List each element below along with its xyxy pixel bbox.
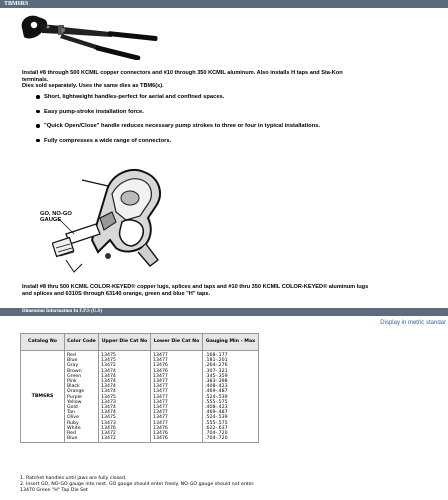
bullet-icon (36, 139, 40, 143)
go-no-go-gauge (52, 224, 100, 272)
die-gauge-illustration (52, 160, 202, 278)
feature-list (36, 94, 436, 152)
table-header-row (21, 334, 259, 351)
feature-item (36, 94, 436, 109)
intro-line-1: Install #8 through 500 KCMIL copper connectors and #10 through 350 KCMIL aluminum. Also installs H taps and Sta-Kon (22, 70, 343, 76)
bullet-icon (36, 95, 40, 99)
upper-die-cell: 13475 13475 13472 13474 13474 13474 13474 13474 13475 13473 13474 13474 13475 13473 13476 13472 13472 (99, 351, 151, 443)
note-line: 2. Insert GO, NO-GO gauge into nest. GO gauge should enter freely. NO-GO gauge should not enter. (20, 482, 255, 488)
feature-text: Easy pump-stroke installation force. (44, 108, 144, 115)
dimension-band (0, 308, 448, 316)
lower-grip (95, 45, 141, 60)
color-keyed-line-1: Install #8 thru 500 KCMIL COLOR-KEYED® copper lugs, splices and taps and #10 thru 350 KCMIL COLOR-KEYED® aluminum lugs (22, 284, 369, 290)
feature-item (36, 138, 436, 153)
tool-head (22, 16, 64, 39)
crimping-tool-illustration (18, 10, 168, 60)
column-header-gauging: Gauging Min - Max (203, 334, 259, 351)
note-line: 13470 Green "H" Tap Die Set (20, 488, 88, 494)
die-table (20, 333, 259, 443)
header-code: TBM6RS (4, 1, 29, 7)
column-header-catalog: Catalog No (21, 334, 65, 351)
gauge-label (40, 211, 72, 224)
lower-die-cell: 13477 13477 13476 13476 13477 13477 13477 13477 13477 13477 13477 13477 13477 13477 13476 13476 13476 (151, 351, 203, 443)
column-header-lower-die: Lower Die Cat No (151, 334, 203, 351)
dimension-band-title: Dimension Information In F.P.S (U.S) (22, 309, 103, 314)
catalog-cell: TBM6RS (21, 351, 65, 443)
gauging-cell: .168-.177 .181-.201 .264-.276 .307-.321 .345-.359 .383-.398 .408-.423 .469-.487 .524-.539 .555-.575 .408-.423 .469-.487 .524-.539 .555-.575 .622-.637 .704-.720 .704-.720 (203, 351, 259, 443)
column-header-color: Color Code (65, 334, 99, 351)
bullet-icon (36, 110, 40, 114)
note-line: 1. Ratchet handles until jaws are fully closed. (20, 476, 127, 481)
color-keyed-line-2: and splices and 6310S through 63140 orange, green and blue "H" taps. (22, 291, 211, 297)
bullet-icon (36, 124, 40, 128)
intro-line-3: Dies sold separately. Uses the same dies as TBM6(s). (22, 83, 164, 90)
table-row (21, 351, 259, 443)
feature-text: "Quick Open/Close" handle reduces necessary pump strokes to three or four in typical installations. (44, 123, 321, 129)
feature-item (36, 109, 436, 124)
column-header-upper-die: Upper Die Cat No (99, 334, 151, 351)
feature-text: Short, lightweight handles-perfect for aerial and confined spaces. (44, 94, 225, 100)
die-head (82, 170, 160, 266)
lower-handle (60, 34, 100, 50)
gauge-label-line-1: GO, NO-GO (40, 211, 72, 217)
upper-handle (62, 27, 112, 37)
intro-line-2: terminals. (22, 76, 49, 83)
upper-grip (107, 31, 157, 41)
header-band (0, 0, 448, 8)
metric-standard-link[interactable]: Display in metric standar (380, 320, 446, 326)
gauge-label-line-2: GAUGE (40, 217, 62, 224)
feature-text: Fully compresses a wide range of connectors. (44, 137, 172, 144)
notes (20, 476, 255, 495)
color-code-cell: Red Blue Gray Brown Green Pink Black Orange Purple Yellow Gold Tan Olive Ruby White Red Blue (65, 351, 99, 443)
feature-item (36, 123, 436, 138)
